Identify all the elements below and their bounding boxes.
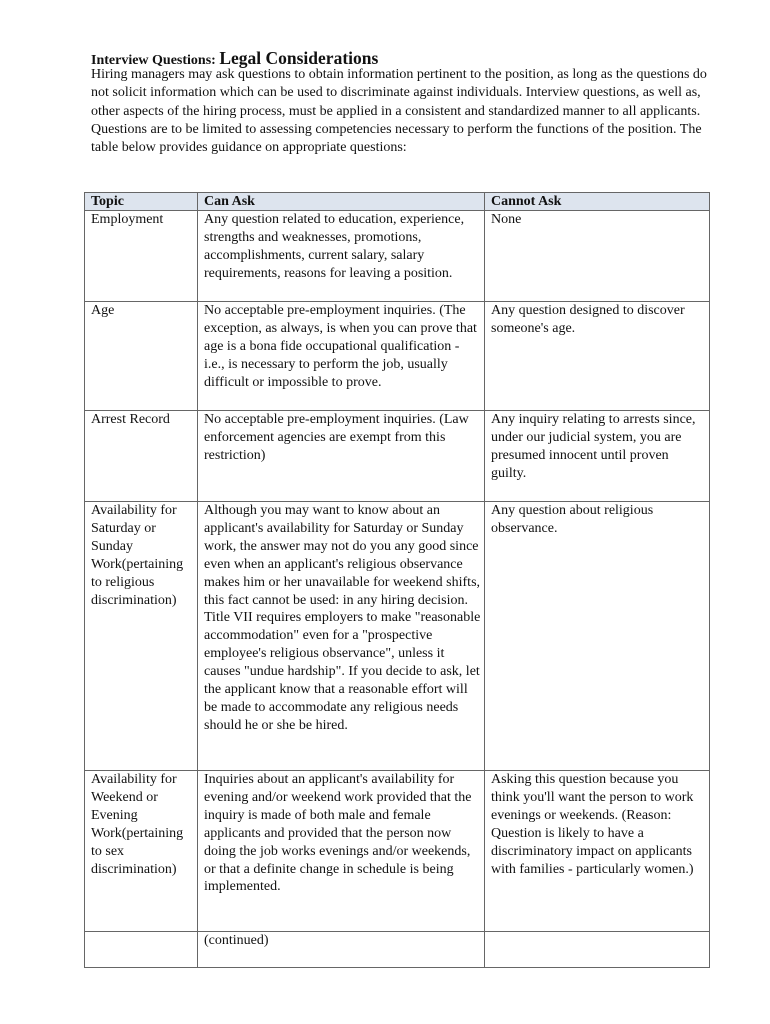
cannot-ask-cell: Any inquiry relating to arrests since, under our judicial system, you are presumed innocent until proven guilty. <box>485 411 710 502</box>
topic-cell: Arrest Record <box>85 411 198 502</box>
table-row <box>85 211 710 302</box>
intro-paragraph: Hiring managers may ask questions to obtain information pertinent to the position, as long as the questions do not solicit information which can be used to discriminate against individuals. Interview questions, as well as, other aspects of the hiring process, must be applied in a consistent and standardized manner to all applicants. Questions are to be limited to assessing competencies necessary to perform the functions of the position. The table below provides guidance on appropriate questions: <box>91 67 707 156</box>
title-main: Legal Considerations <box>219 48 379 68</box>
title-prefix: Interview Questions: <box>91 53 220 68</box>
continuation-row <box>85 932 710 968</box>
table-row <box>85 502 710 771</box>
can-ask-cell: No acceptable pre-employment inquiries. (Law enforcement agencies are exempt from this restriction) <box>198 411 485 502</box>
can-ask-cell: Any question related to education, experience, strengths and weaknesses, promotions, accomplishments, current salary, salary requirements, reasons for leaving a position. <box>198 211 485 302</box>
table-row <box>85 302 710 411</box>
table-header-row <box>85 193 710 211</box>
cannot-ask-cell: Any question designed to discover someone's age. <box>485 302 710 411</box>
topic-cell: Availability for Weekend or Evening Work(pertaining to sex discrimination) <box>85 771 198 932</box>
table-row <box>85 771 710 932</box>
can-ask-cell: No acceptable pre-employment inquiries. (The exception, as always, is when you can prove that age is a bona fide occupational qualification - i.e., is necessary to perform the job, usually difficult or impossible to prove. <box>198 302 485 411</box>
cannot-ask-cell: Any question about religious observance. <box>485 502 710 771</box>
continued-note: (continued) <box>198 932 485 968</box>
topic-cell: Employment <box>85 211 198 302</box>
guidance-table <box>84 192 710 968</box>
can-ask-cell: Although you may want to know about an applicant's availability for Saturday or Sunday work, the answer may not do you any good since even when an applicant's religious observance makes him or her unavailable for weekend shifts, this fact cannot be used: in any hiring decision. Title VII requires employers to make "reasonable accommodation" even for a "prospective employee's religious observance", unless it causes "undue hardship". If you decide to ask, let the applicant know that a reasonable effort will be made to accommodate any religious needs should he or she be hired. <box>198 502 485 771</box>
can-ask-cell: Inquiries about an applicant's availability for evening and/or weekend work provided that the inquiry is made of both male and female applicants and provided that the person now doing the job works evenings and/or weekends, or that a definite change in schedule is being implemented. <box>198 771 485 932</box>
topic-cell: Age <box>85 302 198 411</box>
topic-cell: Availability for Saturday or Sunday Work(pertaining to religious discrimination) <box>85 502 198 771</box>
header-can-ask: Can Ask <box>198 193 485 211</box>
empty-cell <box>85 932 198 968</box>
empty-cell <box>485 932 710 968</box>
cannot-ask-cell: Asking this question because you think you'll want the person to work evenings or weekends. (Reason: Question is likely to have a discriminatory impact on applicants with families - particularly women.) <box>485 771 710 932</box>
table-row <box>85 411 710 502</box>
cannot-ask-cell: None <box>485 211 710 302</box>
header-cannot-ask: Cannot Ask <box>485 193 710 211</box>
header-topic: Topic <box>85 193 198 211</box>
